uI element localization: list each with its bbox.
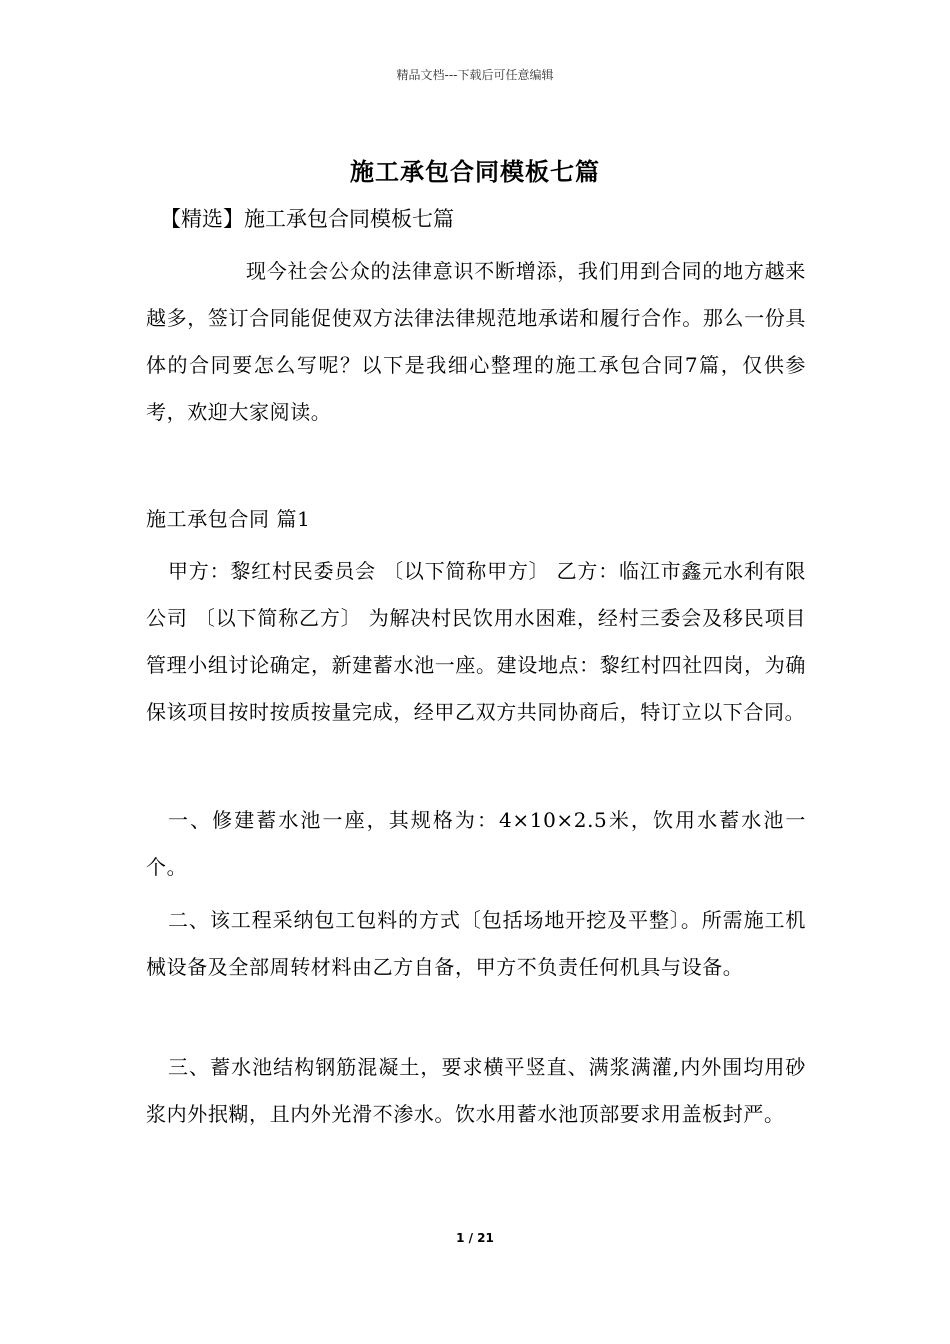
intro-paragraph: 现今社会公众的法律意识不断增添，我们用到合同的地方越来越多，签订合同能促使双方法律法律规范地承诺和履行合作。那么一份具体的合同要怎么写呢？以下是我细心整理的施工承包合同7篇，仅供参考，欢迎大家阅读。 xyxy=(146,259,806,424)
page-header: 精品文档---下载后可任意编辑 xyxy=(396,68,554,82)
paragraph-clause-3: 三、蓄水池结构钢筋混凝土，要求横平竖直、满浆满灌,内外围均用砂浆内外抿糊，且内外光滑不渗水。饮水用蓄水池顶部要求用盖板封严。 xyxy=(146,1055,806,1126)
document-title: 施工承包合同模板七篇 xyxy=(350,158,600,186)
section-heading: 施工承包合同 篇1 xyxy=(146,507,311,531)
paragraph-clause-1: 一、修建蓄水池一座，其规格为：4×10×2.5米，饮用水蓄水池一个。 xyxy=(146,808,806,879)
paragraph-parties: 甲方：黎红村民委员会 〔以下简称甲方〕 乙方：临江市鑫元水利有限公司 〔以下简称乙方〕 为解决村民饮用水困难，经村三委会及移民项目管理小组讨论确定，新建蓄水池一座。建设地点：黎红村四社四岗，为确保该项目按时按质按量完成，经甲乙双方共同协商后，特订立以下合同。 xyxy=(146,559,806,724)
document-subtitle: 【精选】施工承包合同模板七篇 xyxy=(160,207,454,231)
paragraph-clause-2: 二、该工程采纳包工包料的方式〔包括场地开挖及平整〕。所需施工机械设备及全部周转材料由乙方自备，甲方不负责任何机具与设备。 xyxy=(146,908,806,979)
page-number: 1 / 21 xyxy=(456,1231,494,1245)
